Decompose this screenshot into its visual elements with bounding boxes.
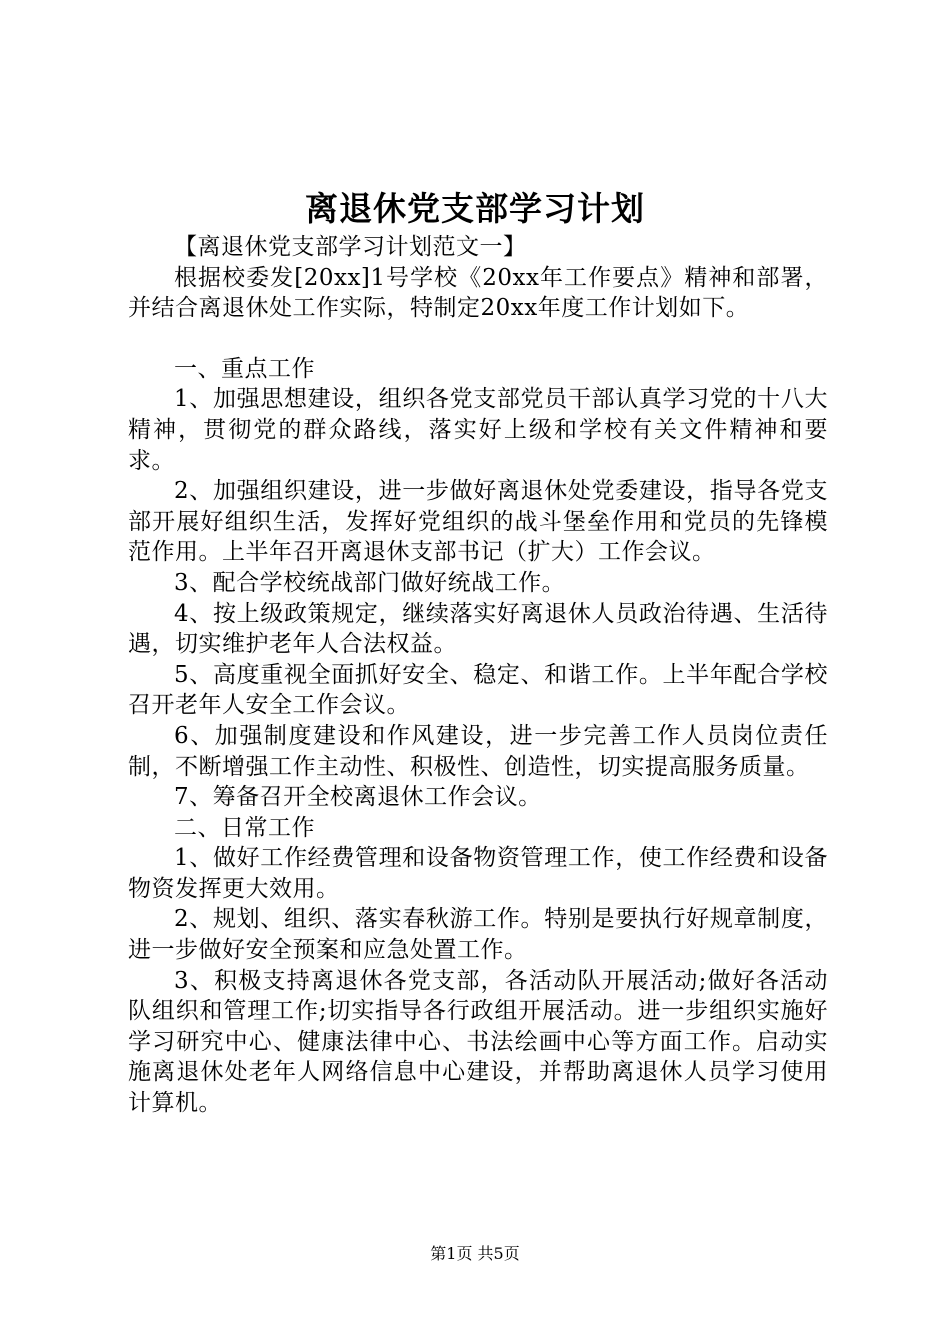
paragraph-daily-1: 1、做好工作经费管理和设备物资管理工作，使工作经费和设备物资发挥更大效用。 [128, 845, 828, 902]
document-title: 离退休党支部学习计划 [305, 189, 645, 228]
intro-paragraph: 根据校委发[20xx]1号学校《20xx年工作要点》精神和部署，并结合离退休处工作实际，特制定20xx年度工作计划如下。 [128, 264, 828, 322]
paragraph-daily-3: 3、积极支持离退休各党支部，各活动队开展活动;做好各活动队组织和管理工作;切实指导各行政组开展活动。进一步组织实施好学习研究中心、健康法律中心、书法绘画中心等方面工作。启动实施离退休处老年人网络信息中心建设，并帮助离退休人员学习使用计算机。 [128, 967, 828, 1117]
paragraph-key-6: 6、加强制度建设和作风建设，进一步完善工作人员岗位责任制，不断增强工作主动性、积极性、创造性，切实提高服务质量。 [128, 722, 828, 780]
document-body [128, 232, 828, 1119]
page-number-footer: 第1页 共5页 [430, 1244, 520, 1263]
section-heading-daily-work: 二、日常工作 [174, 814, 315, 841]
paragraph-key-5: 5、高度重视全面抓好安全、稳定、和谐工作。上半年配合学校召开老年人安全工作会议。 [128, 661, 828, 719]
paragraph-key-7: 7、筹备召开全校离退休工作会议。 [174, 784, 542, 811]
paragraph-key-2: 2、加强组织建设，进一步做好离退休处党委建设，指导各党支部开展好组织生活，发挥好党组织的战斗堡垒作用和党员的先锋模范作用。上半年召开离退休支部书记（扩大）工作会议。 [128, 478, 828, 566]
paragraph-key-3: 3、配合学校统战部门做好统战工作。 [174, 569, 566, 596]
paragraph-daily-2: 2、规划、组织、落实春秋游工作。特别是要执行好规章制度，进一步做好安全预案和应急处置工作。 [128, 906, 828, 964]
paragraph-key-4: 4、按上级政策规定，继续落实好离退休人员政治待遇、生活待遇，切实维护老年人合法权益。 [128, 600, 828, 658]
section-heading-key-work: 一、重点工作 [174, 355, 315, 382]
paragraph-key-1: 1、加强思想建设，组织各党支部党员干部认真学习党的十八大精神，贯彻党的群众路线，落实好上级和学校有关文件精神和要求。 [128, 386, 828, 474]
subtitle-heading: 【离退休党支部学习计划范文一】 [174, 234, 527, 260]
